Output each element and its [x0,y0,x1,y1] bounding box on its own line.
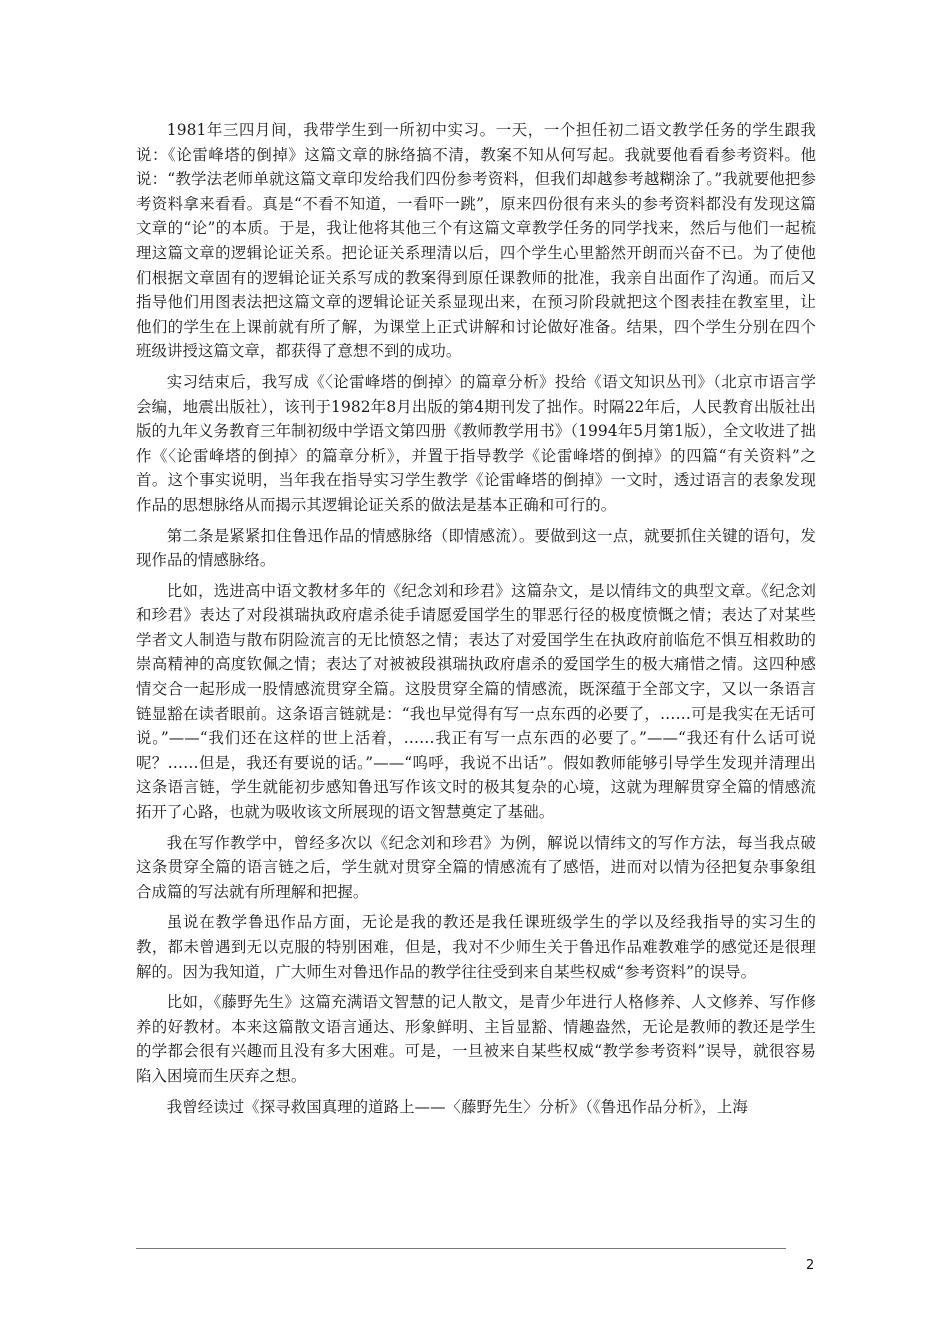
paragraph-5: 我在写作教学中，曾经多次以《纪念刘和珍君》为例，解说以情纬文的写作方法，每当我点破这条贯穿全篇的语言链之后，学生就对贯穿全篇的情感流有了感悟，进而对以情为径把复杂事象组合成篇的写法就有所理解和把握。 [136,833,816,901]
paragraph-7: 比如，《藤野先生》这篇充满语文智慧的记人散文，是青少年进行人格修养、人文修养、写作修养的好教材。本来这篇散文语言通达、形象鲜明、主旨显豁、情趣盎然，无论是教师的教还是学生的学都会很有兴趣而且没有多大困难。可是，一旦被来自某些权威“教学参考资料”误导，就很容易陷入困境而生厌弃之想。 [136,993,816,1085]
paragraph-1: 1981年三四月间，我带学生到一所初中实习。一天，一个担任初二语文教学任务的学生跟我说：《论雷峰塔的倒掉》这篇文章的脉络搞不清，教案不知从何写起。我就要他看看参考资料。他说：“教学法老师单就这篇文章印发给我们四份参考资料，但我们却越参考越糊涂了。”我就要他把参考资料拿来看看。真是“不看不知道，一看吓一跳”，原来四份很有来头的参考资料都没有发现这篇文章的“论”的本质。于是，我让他将其他三个有这篇文章教学任务的同学找来，然后与他们一起梳理这篇文章的逻辑论证关系。把论证关系理清以后，四个学生心里豁然开朗而兴奋不已。为了使他们根据文章固有的逻辑论证关系写成的教案得到原任课教师的批准，我亲自出面作了沟通。而后又指导他们用图表法把这篇文章的逻辑论证关系显现出来，在预习阶段就把这个图表挂在教室里，让他们的学生在上课前就有所了解，为课堂上正式讲解和讨论做好准备。结果，四个学生分别在四个班级讲授这篇文章，都获得了意想不到的成功。 [136,121,816,361]
paragraph-6: 虽说在教学鲁迅作品方面，无论是我的教还是我任课班级学生的学以及经我指导的实习生的教，都未曾遇到无以克服的特别困难，但是，我对不少师生关于鲁迅作品难教难学的感觉还是很理解的。因为我知道，广大师生对鲁迅作品的教学往往受到来自某些权威“参考资料”的误导。 [136,913,816,981]
footer-divider [136,1248,786,1249]
paragraph-4: 比如，选进高中语文教材多年的《纪念刘和珍君》这篇杂文，是以情纬文的典型文章。《纪念刘和珍君》表达了对段祺瑞执政府虐杀徒手请愿爱国学生的罪恶行径的极度愤慨之情；表达了对某些学者文人制造与散布阴险流言的无比愤怒之情；表达了对爱国学生在执政府前临危不惧互相救助的崇高精神的高度钦佩之情；表达了对被被段祺瑞执政府虐杀的爱国学生的极大痛惜之情。这四种感情交合一起形成一股情感流贯穿全篇。这股贯穿全篇的情感流，既深蕴于全部文字，又以一条语言链显豁在读者眼前。这条语言链就是：“我也早觉得有写一点东西的必要了，……可是我实在无话可说。”——“我们还在这样的世上活着，……我正有写一点东西的必要了。”——“我还有什么话可说呢？……但是，我还有要说的话。”——“呜呼，我说不出话”。假如教师能够引导学生发现并清理出这条语言链，学生就能初步感知鲁迅写作该文时的极其复杂的心境，这就为理解贯穿全篇的情感流拓开了心路，也就为吸收该文所展现的语文智慧奠定了基础。 [136,581,816,822]
paragraph-8: 我曾经读过《探寻救国真理的道路上——〈藤野先生〉分析》（《鲁迅作品分析》，上海 [166,1097,748,1116]
document-body [136,118,816,1125]
page-number: 2 [806,1258,815,1273]
paragraph-3: 第二条是紧紧扣住鲁迅作品的情感脉络（即情感流）。要做到这一点，就要抓住关键的语句，发现作品的情感脉络。 [136,526,816,570]
paragraph-2: 实习结束后，我写成《〈论雷峰塔的倒掉〉的篇章分析》投给《语文知识丛刊》（北京市语言学会编，地震出版社），该刊于1982年8月出版的第4期刊发了拙作。时隔22年后，人民教育出版社出版的九年义务教育三年制初级中学语文第四册《教师教学用书》（1994年5月第1版），全文收进了拙作《〈论雷峰塔的倒掉〉的篇章分析》，并置于指导教学《论雷峰塔的倒掉》的四篇“有关资料”之首。这个事实说明，当年我在指导实习学生教学《论雷峰塔的倒掉》一文时，透过语言的表象发现作品的思想脉络从而揭示其逻辑论证关系的做法是基本正确和可行的。 [136,372,816,514]
